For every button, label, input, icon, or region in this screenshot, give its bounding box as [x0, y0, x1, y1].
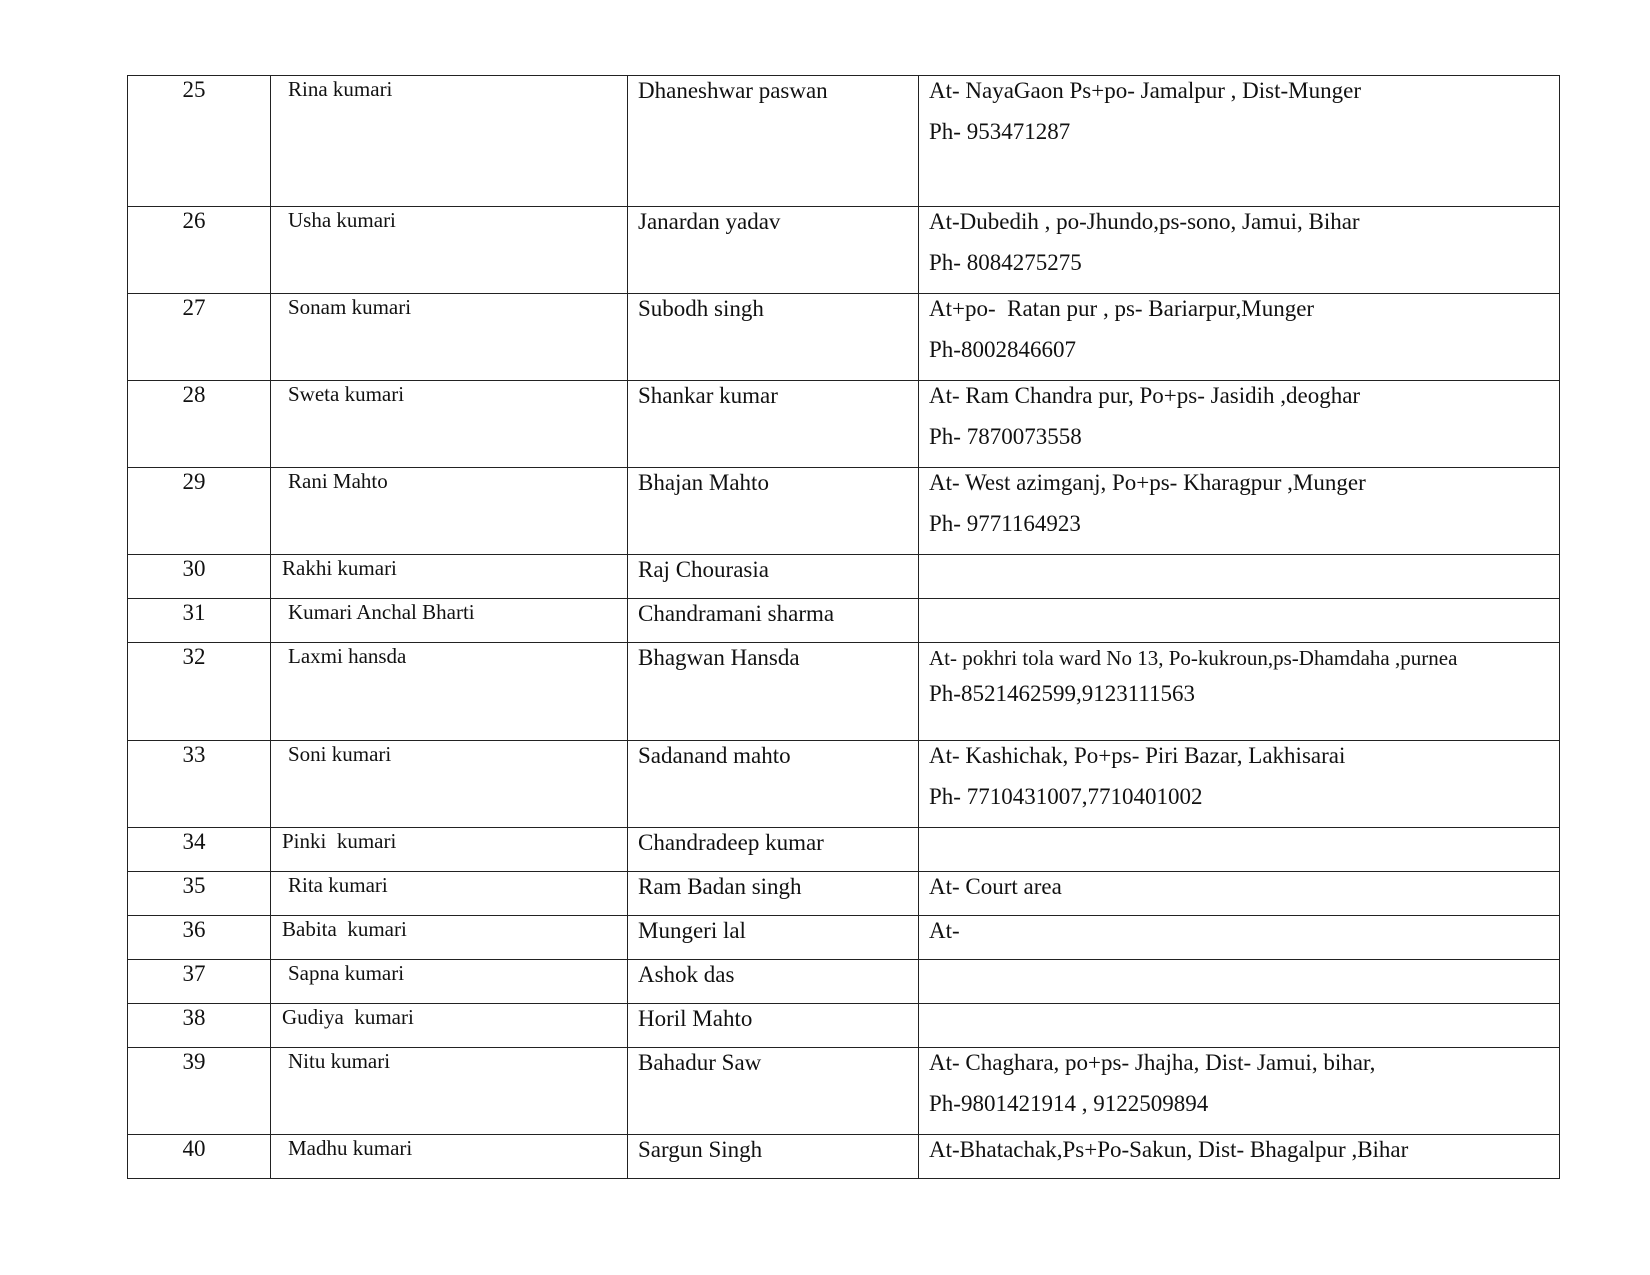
- name-cell: Soni kumari: [271, 741, 628, 828]
- phone-line: Ph-8002846607: [929, 337, 1076, 362]
- name-cell: Rani Mahto: [271, 468, 628, 555]
- name-cell: Laxmi hansda: [271, 643, 628, 741]
- name-cell: Kumari Anchal Bharti: [271, 599, 628, 643]
- father-name-cell: Chandradeep kumar: [628, 828, 919, 872]
- name-cell: Usha kumari: [271, 207, 628, 294]
- phone-line: Ph-9801421914 , 9122509894: [929, 1091, 1209, 1116]
- father-name-cell: Dhaneshwar paswan: [628, 76, 919, 207]
- serial-number-cell: 40: [128, 1135, 271, 1179]
- serial-number-cell: 30: [128, 555, 271, 599]
- name-cell: Madhu kumari: [271, 1135, 628, 1179]
- address-line: At- Kashichak, Po+ps- Piri Bazar, Lakhisarai: [929, 743, 1346, 768]
- name-cell: Sapna kumari: [271, 960, 628, 1004]
- name-cell: Sonam kumari: [271, 294, 628, 381]
- name-cell: Pinki kumari: [271, 828, 628, 872]
- name-cell: Nitu kumari: [271, 1048, 628, 1135]
- father-name-cell: Horil Mahto: [628, 1004, 919, 1048]
- father-name-cell: Raj Chourasia: [628, 555, 919, 599]
- address-line: At-: [929, 918, 960, 943]
- address-cell: [919, 555, 1560, 599]
- table-row: [128, 1048, 1560, 1135]
- address-cell: [919, 599, 1560, 643]
- name-cell: Babita kumari: [271, 916, 628, 960]
- serial-number-cell: 31: [128, 599, 271, 643]
- records-table: [127, 75, 1560, 1179]
- table-row: [128, 381, 1560, 468]
- father-name-cell: Bahadur Saw: [628, 1048, 919, 1135]
- name-cell: Gudiya kumari: [271, 1004, 628, 1048]
- table-row: [128, 828, 1560, 872]
- serial-number-cell: 39: [128, 1048, 271, 1135]
- address-cell: [919, 207, 1560, 294]
- father-name-cell: Subodh singh: [628, 294, 919, 381]
- father-name-cell: Sadanand mahto: [628, 741, 919, 828]
- table-row: [128, 468, 1560, 555]
- phone-line: Ph- 8084275275: [929, 250, 1082, 275]
- table-row: [128, 643, 1560, 741]
- phone-line: Ph- 953471287: [929, 119, 1071, 144]
- table-row: [128, 916, 1560, 960]
- father-name-cell: Shankar kumar: [628, 381, 919, 468]
- address-cell: [919, 916, 1560, 960]
- address-line: At-Dubedih , po-Jhundo,ps-sono, Jamui, Bihar: [929, 209, 1360, 234]
- address-line: At- pokhri tola ward No 13, Po-kukroun,ps-Dhamdaha ,purnea: [929, 646, 1458, 670]
- table-row: [128, 1135, 1560, 1179]
- name-cell: Rakhi kumari: [271, 555, 628, 599]
- address-cell: [919, 872, 1560, 916]
- address-cell: [919, 76, 1560, 207]
- address-cell: [919, 960, 1560, 1004]
- serial-number-cell: 35: [128, 872, 271, 916]
- address-cell: [919, 294, 1560, 381]
- father-name-cell: Mungeri lal: [628, 916, 919, 960]
- father-name-cell: Sargun Singh: [628, 1135, 919, 1179]
- serial-number-cell: 29: [128, 468, 271, 555]
- address-cell: [919, 643, 1560, 741]
- serial-number-cell: 37: [128, 960, 271, 1004]
- serial-number-cell: 27: [128, 294, 271, 381]
- address-cell: [919, 1048, 1560, 1135]
- table-row: [128, 294, 1560, 381]
- address-line: At- West azimganj, Po+ps- Kharagpur ,Munger: [929, 470, 1366, 495]
- address-line: At- Court area: [929, 874, 1062, 899]
- father-name-cell: Chandramani sharma: [628, 599, 919, 643]
- name-cell: Rina kumari: [271, 76, 628, 207]
- table-row: [128, 1004, 1560, 1048]
- serial-number-cell: 36: [128, 916, 271, 960]
- table-row: [128, 76, 1560, 207]
- address-line: At+po- Ratan pur , ps- Bariarpur,Munger: [929, 296, 1315, 321]
- serial-number-cell: 25: [128, 76, 271, 207]
- address-cell: [919, 741, 1560, 828]
- serial-number-cell: 34: [128, 828, 271, 872]
- name-cell: Rita kumari: [271, 872, 628, 916]
- address-cell: [919, 468, 1560, 555]
- address-cell: [919, 1004, 1560, 1048]
- table-row: [128, 599, 1560, 643]
- father-name-cell: Ashok das: [628, 960, 919, 1004]
- phone-line: Ph- 7870073558: [929, 424, 1082, 449]
- table-row: [128, 555, 1560, 599]
- table-row: [128, 872, 1560, 916]
- phone-line: Ph- 9771164923: [929, 511, 1081, 536]
- name-cell: Sweta kumari: [271, 381, 628, 468]
- phone-line: Ph- 7710431007,7710401002: [929, 784, 1203, 809]
- address-cell: [919, 828, 1560, 872]
- serial-number-cell: 33: [128, 741, 271, 828]
- table-row: [128, 960, 1560, 1004]
- table-row: [128, 207, 1560, 294]
- address-line: At- Ram Chandra pur, Po+ps- Jasidih ,deoghar: [929, 383, 1361, 408]
- serial-number-cell: 32: [128, 643, 271, 741]
- table-row: [128, 741, 1560, 828]
- serial-number-cell: 26: [128, 207, 271, 294]
- phone-line: Ph-8521462599,9123111563: [929, 681, 1195, 706]
- address-line: At-Bhatachak,Ps+Po-Sakun, Dist- Bhagalpur ,Bihar: [929, 1137, 1409, 1162]
- serial-number-cell: 38: [128, 1004, 271, 1048]
- address-line: At- NayaGaon Ps+po- Jamalpur , Dist-Munger: [929, 78, 1362, 103]
- serial-number-cell: 28: [128, 381, 271, 468]
- father-name-cell: Bhagwan Hansda: [628, 643, 919, 741]
- father-name-cell: Janardan yadav: [628, 207, 919, 294]
- address-cell: [919, 381, 1560, 468]
- father-name-cell: Ram Badan singh: [628, 872, 919, 916]
- address-cell: [919, 1135, 1560, 1179]
- address-line: At- Chaghara, po+ps- Jhajha, Dist- Jamui, bihar,: [929, 1050, 1376, 1075]
- father-name-cell: Bhajan Mahto: [628, 468, 919, 555]
